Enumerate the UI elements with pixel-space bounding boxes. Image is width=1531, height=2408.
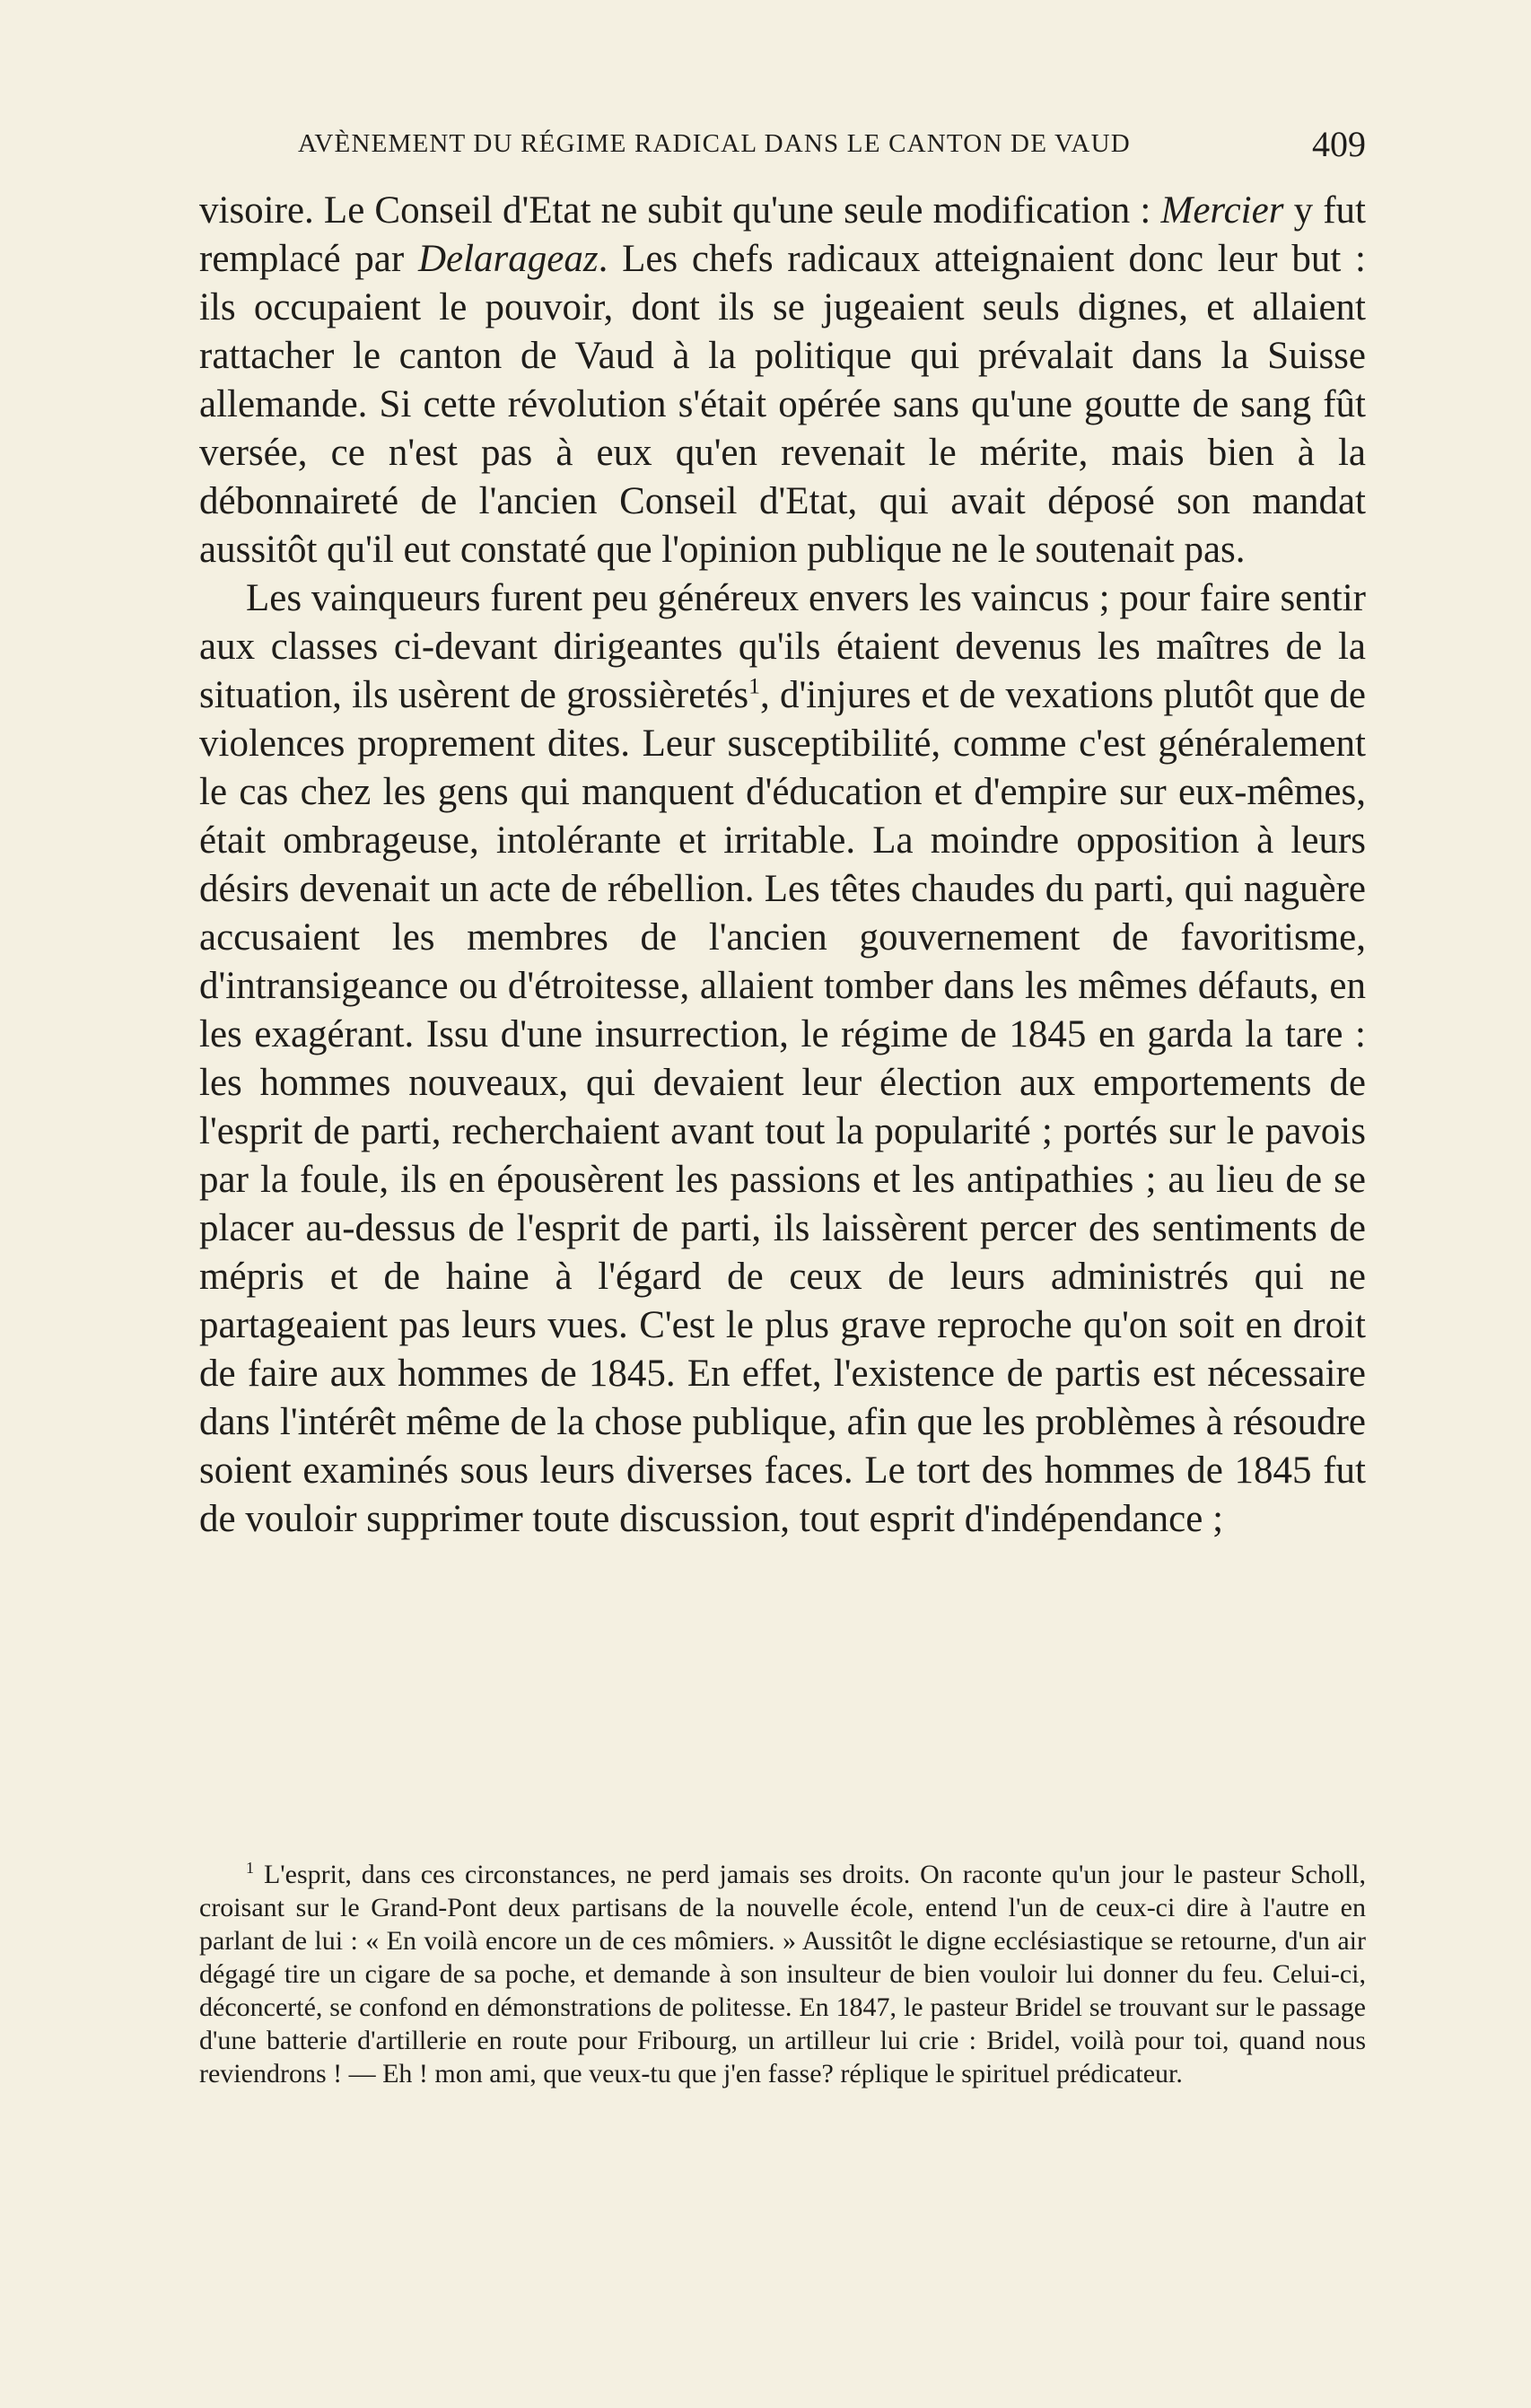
page-number: 409 (1312, 123, 1366, 164)
paragraph-1-text-b: y fut remplacé par (199, 189, 1366, 280)
footnotes (199, 1858, 1366, 2090)
paragraph-2 (199, 574, 1366, 1544)
main-text (199, 187, 1366, 1544)
footnote-1 (199, 1858, 1366, 2090)
paragraph-2-text-a: Les vainqueurs furent peu généreux envers les vaincus ; pour faire sentir aux classes ci-devant dirigeantes qu'ils étaient devenus les maîtres de la situation, ils usèrent de grossièretés (199, 577, 1366, 716)
paragraph-1-text-a: visoire. Le Conseil d'Etat ne subit qu'une seule modification : (199, 189, 1161, 232)
running-header (199, 117, 1366, 171)
footnote-mark: 1 (246, 1859, 254, 1877)
name-delarageaz: Delarageaz (417, 238, 599, 280)
running-title: AVÈNEMENT DU RÉGIME RADICAL DANS LE CANTON DE VAUD (298, 128, 1131, 158)
footnote-reference: 1 (748, 672, 761, 699)
paragraph-2-text-b: , d'injures et de vexations plutôt que de violences proprement dites. Leur susceptibilité, comme c'est généralement le cas chez les gens qui manquent d'éducation et d'empire sur eux-mêmes, était ombrageuse, intolérante et irritable. La moindre opposition à leurs désirs devenait un acte de rébellion. Les têtes chaudes du parti, qui naguère accusaient les membres de l'ancien gouvernement de favoritisme, d'intransigeance ou d'étroitesse, allaient tomber dans les mêmes défauts, en les exagérant. Issu d'une insurrection, le régime de 1845 en garda la tare : les hommes nouveaux, qui devaient leur élection aux emportements de l'esprit de parti, recherchaient avant tout la popularité ; portés sur le pavois par la foule, ils en épousèrent les passions et les antipathies ; au lieu de se placer au-dessus de l'esprit de parti, ils laissèrent percer des sentiments de mépris et de haine à l'égard de ceux de leurs administrés qui ne partageaient pas leurs vues. C'est le plus grave reproche qu'on soit en droit de faire aux hommes de 1845. En effet, l'existence de partis est nécessaire dans l'intérêt même de la chose publique, afin que les problèmes à résoudre soient examinés sous leurs diverses faces. Le tort des hommes de 1845 fut de vouloir supprimer toute discussion, tout esprit d'indépendance ; (199, 674, 1366, 1540)
paragraph-1-text-c: . Les chefs radicaux atteignaient donc leur but : ils occupaient le pouvoir, dont ils se jugeaient seuls dignes, et allaient rattacher le canton de Vaud à la politique qui prévalait dans la Suisse allemande. Si cette révolution s'était opérée sans qu'une goutte de sang fût versée, ce n'est pas à eux qu'en revenait le mérite, mais bien à la débonnaireté de l'ancien Conseil d'Etat, qui avait déposé son mandat aussitôt qu'il eut constaté que l'opinion publique ne le soutenait pas. (199, 238, 1366, 571)
name-mercier: Mercier (1160, 189, 1284, 232)
paragraph-1 (199, 187, 1366, 574)
footnote-text: L'esprit, dans ces circonstances, ne perd jamais ses droits. On raconte qu'un jour le pasteur Scholl, croisant sur le Grand-Pont deux partisans de la nouvelle école, entend l'un de ceux-ci dire à l'autre en parlant de lui : « En voilà encore un de ces mômiers. » Aussitôt le digne ecclésiastique se retourne, d'un air dégagé tire un cigare de sa poche, et demande à son insulteur de bien vouloir lui donner du feu. Celui-ci, déconcerté, se confond en démonstrations de politesse. En 1847, le pasteur Bridel se trouvant sur le passage d'une batterie d'artillerie en route pour Fribourg, un artilleur lui crie : Bridel, voilà pour toi, quand nous reviendrons ! — Eh ! mon ami, que veux-tu que j'en fasse? réplique le spirituel prédicateur. (199, 1860, 1366, 2088)
